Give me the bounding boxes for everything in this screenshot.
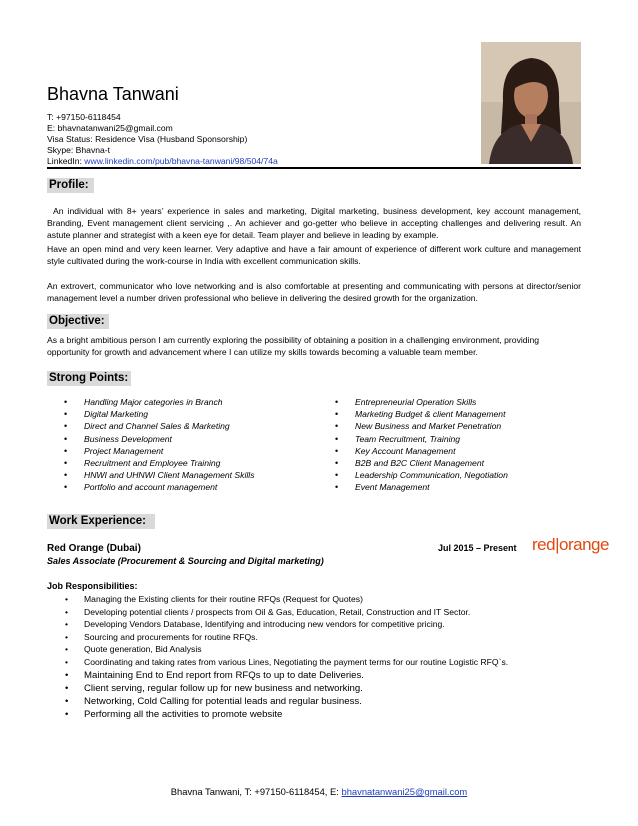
objective-heading	[47, 314, 581, 329]
list-item: • Networking, Cold Calling for potential leads and regular business.	[65, 695, 508, 708]
list-item: • Project Management	[64, 445, 255, 457]
list-item: • HNWI and UHNWI Client Management Skills	[64, 469, 255, 481]
list-item: • Leadership Communication, Negotiation	[335, 469, 508, 481]
page-footer	[0, 786, 638, 797]
profile-paragraph-3: An extrovert, communicator who love networking and is also comfortable at presenting and communicating with persons at director/senior management level a number driven professional who believe in delivering the desired growth for the organization.	[47, 281, 581, 303]
strong-points-heading	[47, 371, 581, 386]
phone: T: +97150-6118454	[47, 112, 121, 122]
profile-photo	[481, 42, 581, 164]
skype: Skype: Bhavna-t	[47, 145, 111, 155]
profile-paragraph-1: An individual with 8+ years’ experience in sales and marketing, Digital marketing, business development, key account management, Branding, Event management client servicing ,. An achiever and go-getter who believe in accepting challenges and delivering result. An astute planner and strategist with a keen eye for detail. Team player and believe in leading by example.	[47, 206, 581, 240]
logo-orange-text: orange	[559, 535, 609, 554]
list-item: • Event Management	[335, 481, 508, 493]
list-item: • New Business and Market Penetration	[335, 420, 508, 432]
footer-email-link[interactable]: bhavnatanwani25@gmail.com	[341, 786, 468, 797]
footer-text: Bhavna Tanwani, T: +97150-6118454, E:	[170, 786, 342, 797]
header-rule	[47, 167, 581, 169]
strong-points-left	[64, 396, 255, 494]
profile-heading-label: Profile:	[49, 179, 89, 191]
list-item: • Developing Vendors Database, Identifying and introducing new vendors for competitive pricing.	[65, 618, 508, 631]
list-item: • Quote generation, Bid Analysis	[65, 643, 508, 656]
visa-status: Visa Status: Residence Visa (Husband Sponsorship)	[47, 134, 248, 144]
email: E: bhavnatanwani25@gmail.com	[47, 123, 173, 133]
list-item: • Sourcing and procurements for routine RFQs.	[65, 631, 508, 644]
list-item: • Performing all the activities to promote website	[65, 708, 508, 721]
work-heading-label: Work Experience:	[49, 515, 146, 527]
list-item: • Team Recruitment, Training	[335, 433, 508, 445]
list-item: • Entrepreneurial Operation Skills	[335, 396, 508, 408]
objective-text: As a bright ambitious person I am currently exploring the possibility of obtaining a position in a challenging environment, providing opportunity for growth and advancement where I can utilize my skills towards becoming a valuable team member.	[47, 335, 540, 357]
company-name: Red Orange (Dubai)	[47, 543, 141, 554]
list-item: • Handling Major categories in Branch	[64, 396, 255, 408]
list-item: • Maintaining End to End report from RFQs to up to date Deliveries.	[65, 669, 508, 682]
linkedin-label: LinkedIn:	[47, 156, 85, 166]
logo-divider: |	[555, 535, 559, 554]
list-item: • Coordinating and taking rates from various Lines, Negotiating the payment terms for our routine Logistic RFQ`s.	[65, 656, 508, 669]
candidate-name: Bhavna Tanwani	[47, 84, 179, 104]
objective-heading-label: Objective:	[49, 315, 105, 327]
list-item: • Marketing Budget & client Management	[335, 408, 508, 420]
linkedin-line	[47, 156, 278, 167]
list-item: • Business Development	[64, 433, 255, 445]
contact-block	[47, 112, 278, 167]
list-item: • Recruitment and Employee Training	[64, 457, 255, 469]
strong-points-right	[335, 396, 508, 494]
portrait-image	[481, 42, 581, 164]
logo-red-text: red	[532, 535, 556, 554]
list-item: • Managing the Existing clients for their routine RFQs (Request for Quotes)	[65, 593, 508, 606]
job-responsibilities-heading: Job Responsibilities:	[47, 581, 138, 591]
list-item: • Client serving, regular follow up for new business and networking.	[65, 682, 508, 695]
work-heading	[47, 514, 581, 529]
strong-points-heading-label: Strong Points:	[49, 372, 129, 384]
list-item: • Developing potential clients / prospects from Oil & Gas, Education, Retail, Construction and IT Sector.	[65, 606, 508, 619]
job-dates: Jul 2015 – Present	[438, 543, 517, 553]
profile-paragraph-2: Have an open mind and very keen learner. Very adaptive and have a fair amount of experience of different work culture and management style cultivated during the work-course in India with excellent communication skills.	[47, 244, 581, 266]
profile-heading	[47, 178, 581, 193]
job-title: Sales Associate (Procurement & Sourcing and Digital marketing)	[47, 556, 324, 566]
job-responsibilities-list	[65, 593, 508, 721]
company-logo	[532, 535, 609, 555]
list-item: • Key Account Management	[335, 445, 508, 457]
list-item: • Direct and Channel Sales & Marketing	[64, 420, 255, 432]
list-item: • Digital Marketing	[64, 408, 255, 420]
linkedin-link[interactable]: www.linkedin.com/pub/bhavna-tanwani/98/504/74a	[84, 156, 278, 166]
list-item: • Portfolio and account management	[64, 481, 255, 493]
list-item: • B2B and B2C Client Management	[335, 457, 508, 469]
